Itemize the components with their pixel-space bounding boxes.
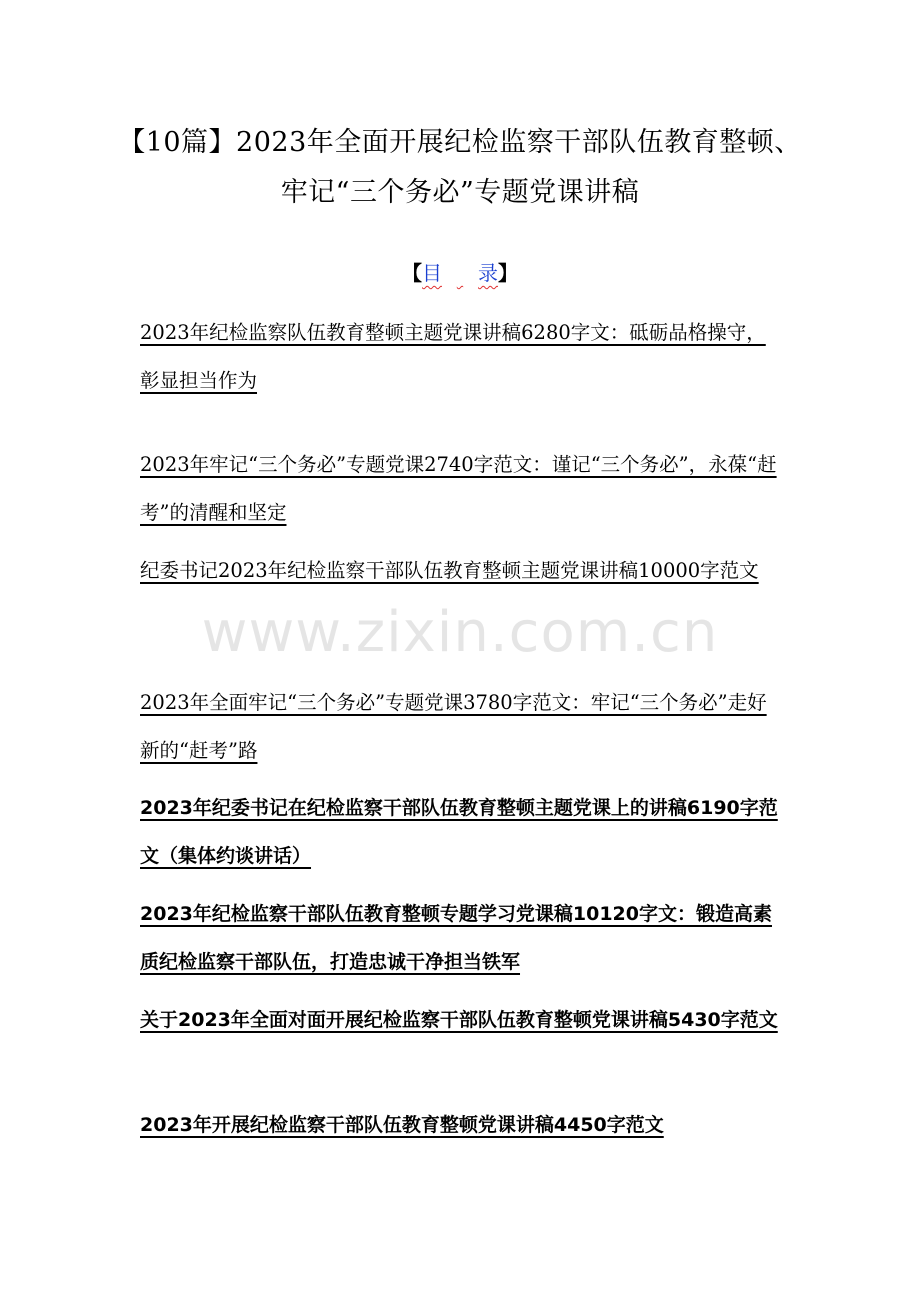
toc-heading: [0, 258, 920, 288]
toc-entry-5[interactable]: 2023年纪委书记在纪检监察干部队伍教育整顿主题党课上的讲稿6190字范文（集体约谈讲话）: [140, 797, 778, 867]
toc-entry-7[interactable]: 关于2023年全面对面开展纪检监察干部队伍教育整顿党课讲稿5430字范文: [140, 1009, 778, 1031]
watermark: www.zixin.com.cn: [201, 600, 719, 665]
toc-heading-char-2: 录: [478, 261, 498, 285]
toc-heading-spacer: [442, 258, 478, 288]
toc-entry-6[interactable]: 2023年纪检监察干部队伍教育整顿专题学习党课稿10120字文：锻造高素质纪检监察干部队伍，打造忠诚干净担当铁军: [140, 903, 772, 973]
toc-heading-char-1: 目: [422, 261, 442, 285]
toc-entry-2[interactable]: 2023年牢记“三个务必”专题党课2740字范文：谨记“三个务必”，永葆“赶考”的清醒和坚定: [140, 453, 777, 524]
document-title: 【10篇】2023年全面开展纪检监察干部队伍教育整顿、牢记“三个务必”专题党课讲稿: [118, 127, 802, 208]
toc-entry-4[interactable]: 2023年全面牢记“三个务必”专题党课3780字范文：牢记“三个务必”走好新的“赶考”路: [140, 691, 767, 762]
toc-entry-8[interactable]: 2023年开展纪检监察干部队伍教育整顿党课讲稿4450字范文: [140, 1114, 664, 1136]
toc-entry-3[interactable]: 纪委书记2023年纪检监察干部队伍教育整顿主题党课讲稿10000字范文: [140, 559, 759, 582]
toc-bracket-left: 【: [402, 261, 422, 285]
toc-bracket-right: 】: [498, 261, 518, 285]
toc-entry-1[interactable]: 2023年纪检监察队伍教育整顿主题党课讲稿6280字文：砥砺品格操守，彰显担当作为: [140, 321, 766, 392]
